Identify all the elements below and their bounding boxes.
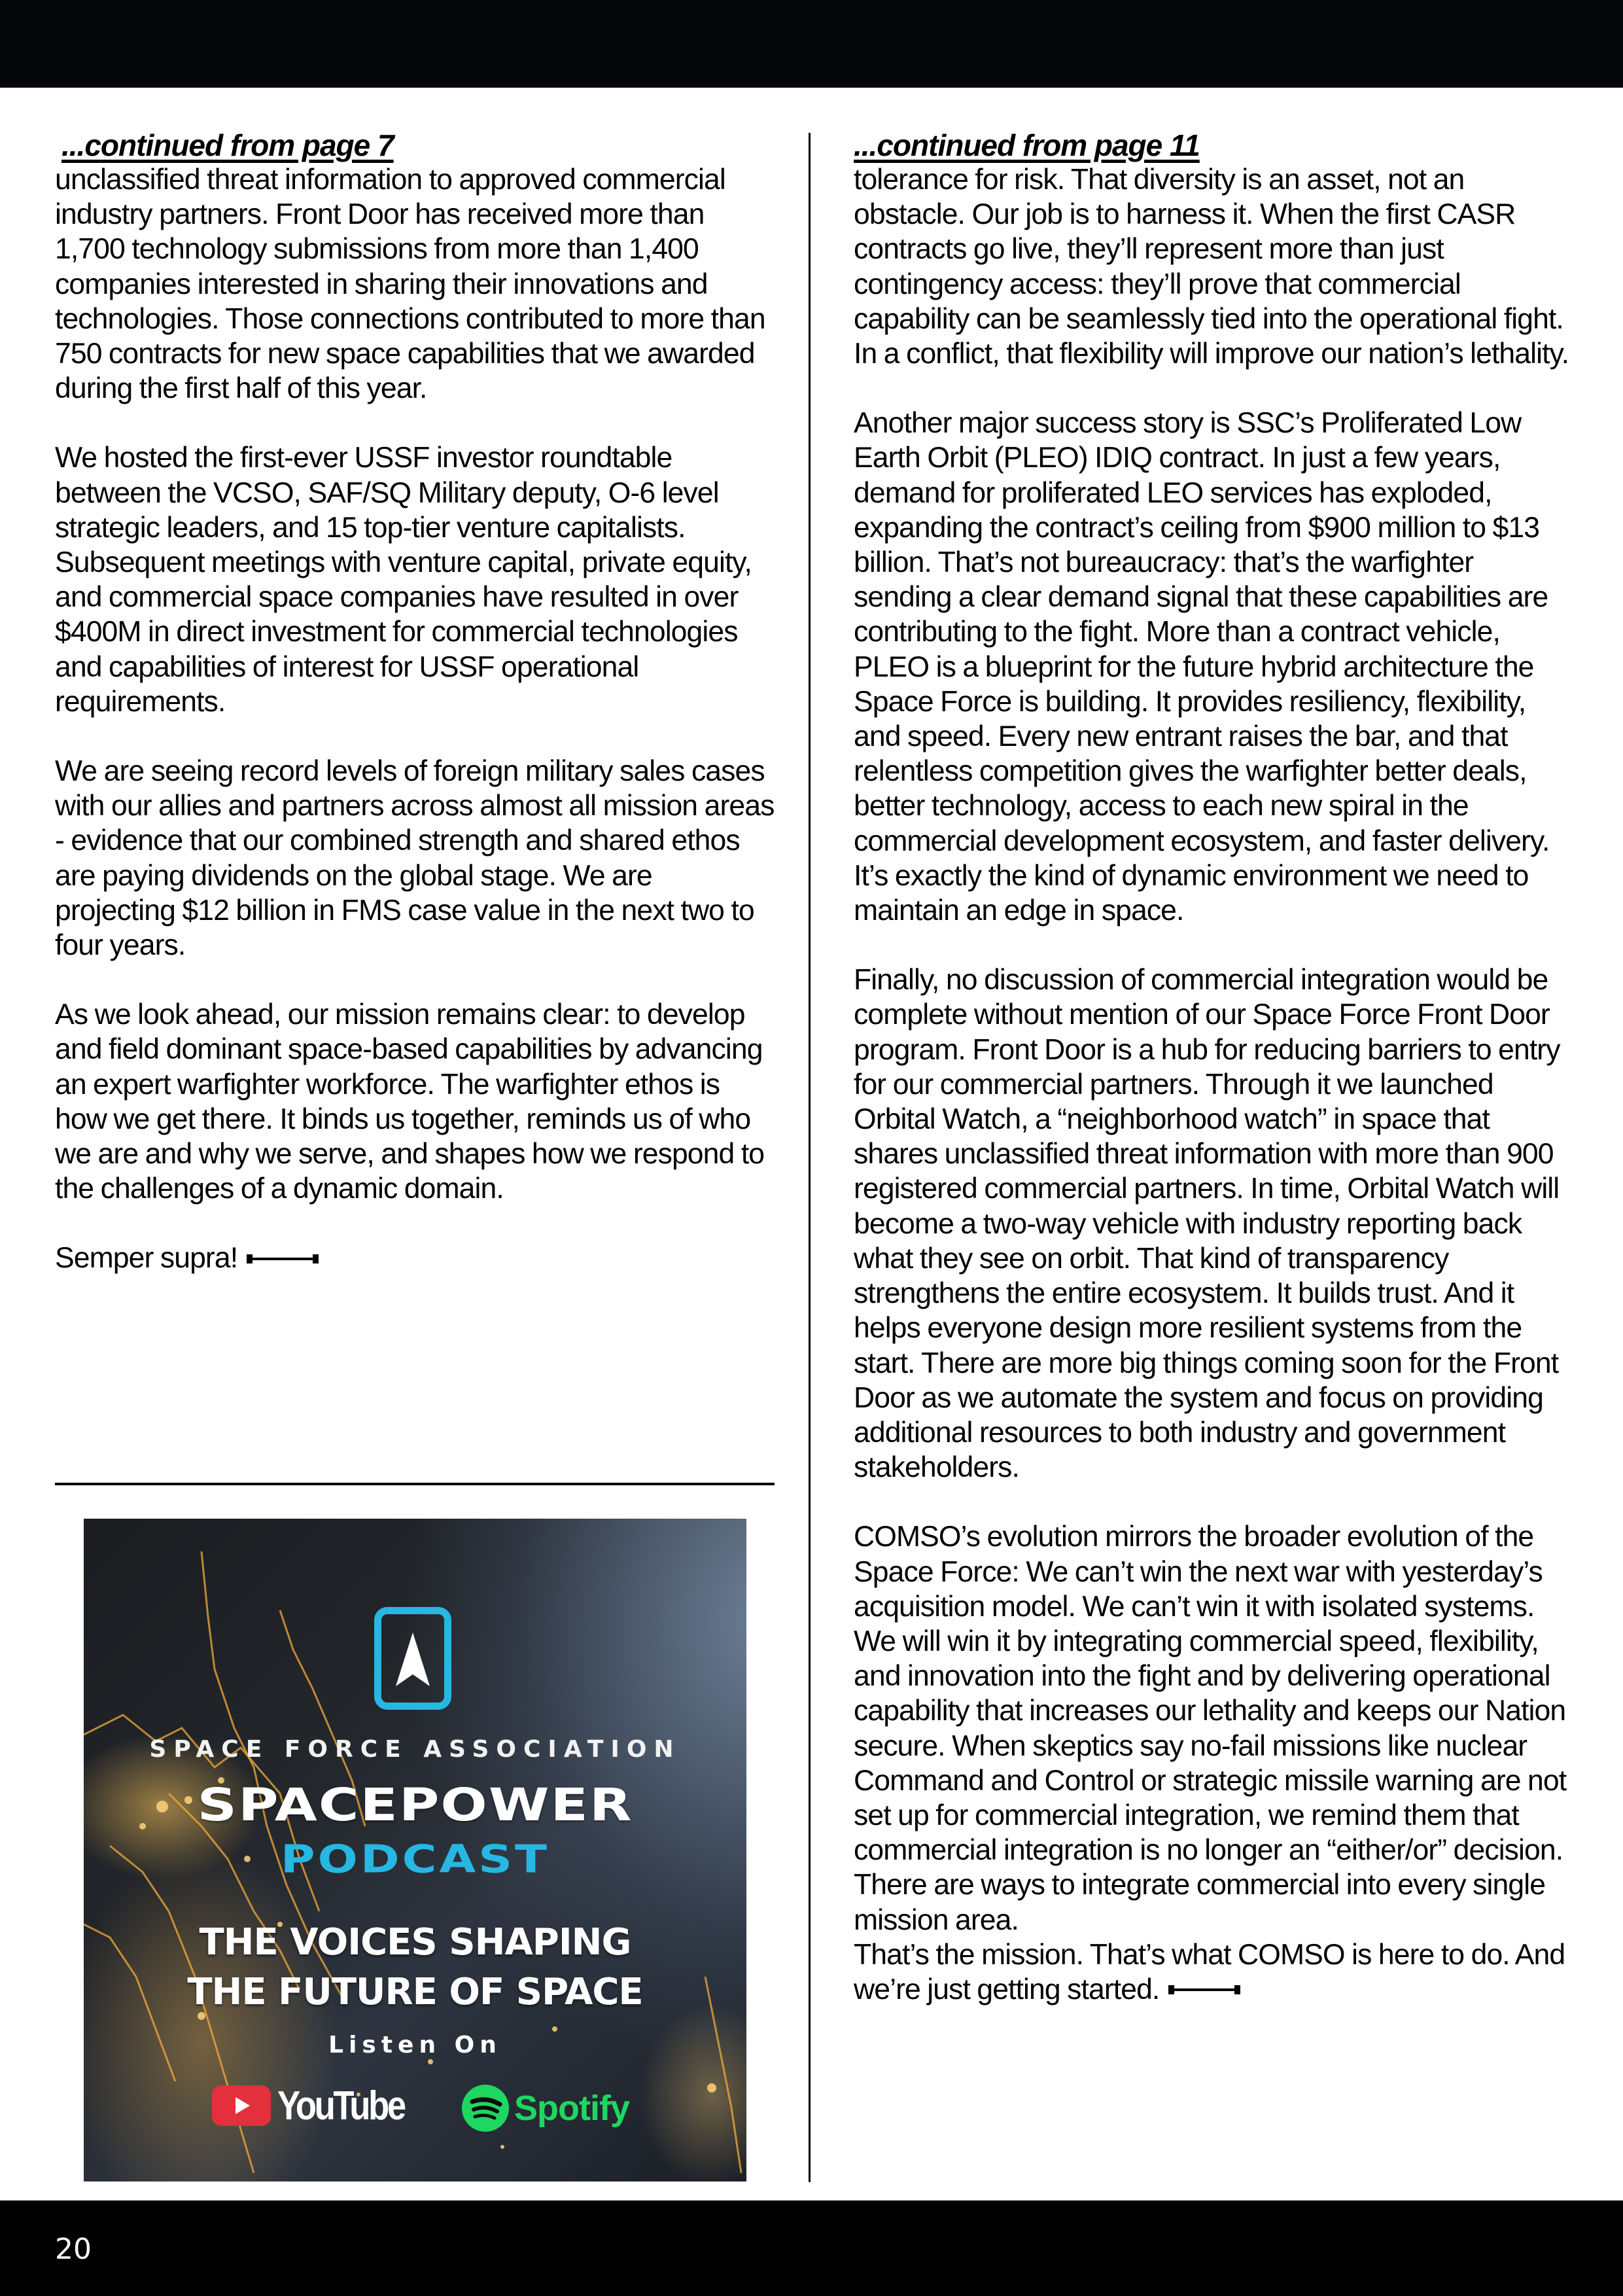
spotify-link[interactable] (462, 2083, 629, 2134)
end-of-article-icon (1168, 1983, 1240, 1996)
tagline-line-2: THE FUTURE OF SPACE (187, 1971, 643, 2013)
body-paragraph: Finally, no discussion of commercial integration would be complete without mention of our Space Force Front Door program. Front Door is a hub for reducing barriers to entry for our commercial partners. Through it we launched Orbital Watch, a “neighborhood watch” in space that shares unclassified threat information with more than 900 registered commercial partners. In time, Orbital Watch will become a two-way vehicle with industry reporting back what they see on orbit. That kind of transparency strengthens the entire ecosystem. It builds trust. And it helps everyone design more resilient systems from the start. There are more big things coming soon for the Front Door as we automate the system and focus on providing additional resources to both industry and government stakeholders. (854, 964, 1560, 1484)
body-paragraph: As we look ahead, our mission remains clear: to develop and field dominant space-based capabilities by advancing an expert warfighter workforce. The warfighter ethos is how we get there. It binds us together, reminds us of who we are and why we serve, and shapes how we respond to the challenges of a dynamic domain. (55, 998, 765, 1205)
youtube-label: YouTube (277, 2083, 404, 2128)
body-paragraph: unclassified threat information to approved commercial industry partners. Front Door has received more than 1,700 technology submissions from more than 1,400 companies interested in sharing their innovations and technologies. Those connections contributed to more than 750 contracts for new space capabilities that we awarded during the first half of this year. (55, 164, 765, 405)
closing-text: Semper supra! (55, 1242, 238, 1275)
body-paragraph: COMSO’s evolution mirrors the broader evolution of the Space Force: We can’t win the next war with yesterday’s acquisition model. We can’t win it with isolated systems. We will win it by integrating commercial speed, flexibility, and innovation into the fight and by delivering operational capability that increases our lethality and keeps our Nation secure. When skeptics say no-fail missions like nuclear Command and Control or strategic missile warning are not set up for commercial integration, we remind them that commercial integration is no longer an “either/or” decision. There are ways to integrate commercial into every single mission area. (854, 1521, 1567, 1936)
body-paragraph: Another major success story is SSC’s Proliferated Low Earth Orbit (PLEO) IDIQ contract. In just a few years, demand for proliferated LEO services has exploded, expanding the contract’s ceiling from $900 million to $13 billion. That’s not bureaucracy: that’s the warfighter sending a clear demand signal that these capabilities are contributing to the fight. More than a contract vehicle, PLEO is a blueprint for the future hybrid architecture the Space Force is building. It provides resiliency, flexibility, and speed. Every new entrant raises the bar, and that relentless competition gives the warfighter better deals, better technology, access to each new spiral in the commercial development ecosystem, and faster delivery. It’s exactly the kind of dynamic environment we need to maintain an edge in space. (854, 407, 1550, 927)
left-column (55, 128, 775, 1276)
end-of-article-icon (247, 1252, 319, 1265)
closing-line (55, 1241, 775, 1275)
right-column (854, 128, 1573, 2007)
podcast-tagline (84, 1918, 746, 2017)
spotify-label: Spotify (514, 2089, 629, 2128)
youtube-link[interactable] (212, 2080, 427, 2131)
podcast-advertisement[interactable] (84, 1519, 746, 2181)
spotify-icon (462, 2085, 509, 2132)
page-number: 20 (55, 2233, 92, 2266)
youtube-play-icon (212, 2085, 271, 2126)
section-divider (55, 1483, 775, 1485)
sfa-logo-icon (374, 1607, 451, 1710)
organization-name: SPACE FORCE ASSOCIATION (149, 1736, 681, 1763)
footer-bar (0, 2200, 1623, 2296)
body-paragraph: We hosted the first-ever USSF investor roundtable between the VCSO, SAF/SQ Military deputy, O-6 level strategic leaders, and 15 top-tier venture capitalists. Subsequent meetings with venture capital, private equity, and commercial space companies have resulted in over $400M in direct investment for commercial technologies and capabilities of interest for USSF operational requirements. (55, 442, 752, 718)
platform-links (84, 2080, 746, 2132)
podcast-title: SPACEPOWER (197, 1778, 633, 1831)
column-divider (809, 133, 811, 2182)
closing-text: That’s the mission. That’s what COMSO is here to do. And we’re just getting started. (854, 1938, 1565, 2005)
body-paragraph: tolerance for risk. That diversity is an asset, not an obstacle. Our job is to harness it. When the first CASR contracts go live, they’ll represent more than just contingency access: they’ll prove that commercial capability can be seamlessly tied into the operational fight. In a conflict, that flexibility will improve our nation’s lethality. (854, 164, 1569, 370)
closing-line (854, 1937, 1573, 2007)
tagline-line-1: THE VOICES SHAPING (199, 1921, 631, 1964)
continued-from-link[interactable]: ...continued from page 7 (61, 128, 394, 162)
podcast-subtitle: PODCAST (280, 1836, 550, 1882)
header-bar (0, 0, 1623, 88)
listen-on-label: Listen On (328, 2032, 502, 2058)
continued-from-link[interactable]: ...continued from page 11 (854, 128, 1200, 162)
body-paragraph: We are seeing record levels of foreign military sales cases with our allies and partners across almost all mission areas - evidence that our combined strength and shared ethos are paying dividends on the global stage. We are projecting $12 billion in FMS case value in the next two to four years. (55, 755, 775, 962)
